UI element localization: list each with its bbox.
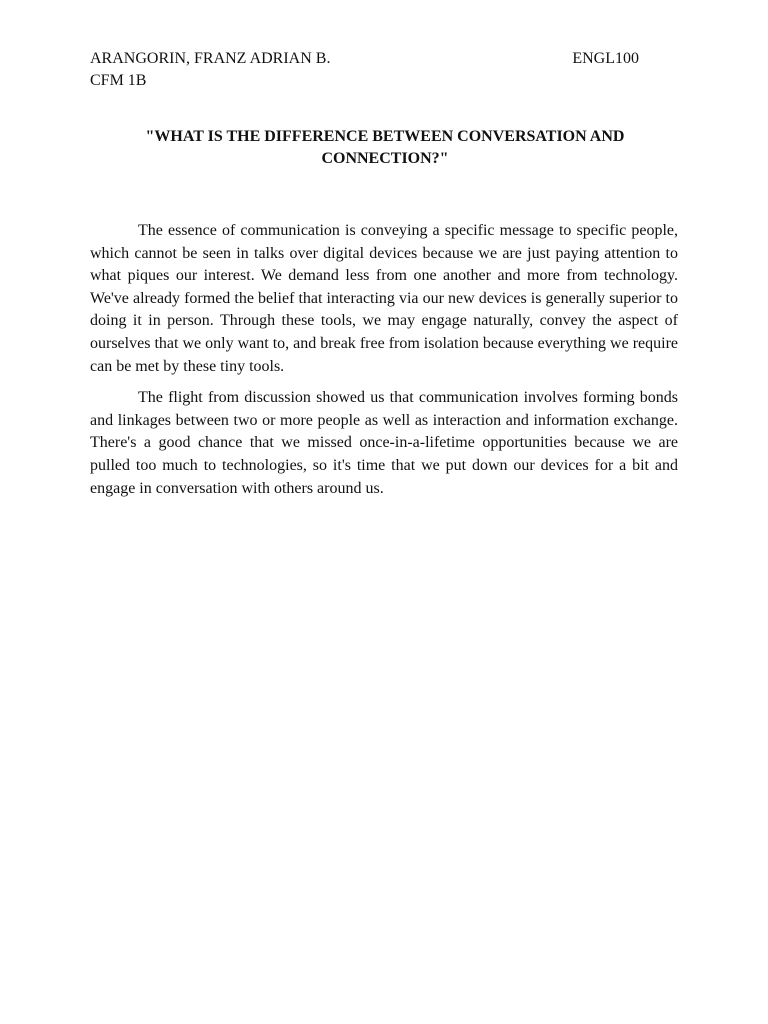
paragraph-1: The essence of communication is conveying a specific message to specific people, which cannot be seen in talks over digital devices because we are just paying attention to what piques our interest. We demand less from one another and more from technology. We've already formed the belief that interacting via our new devices is generally superior to doing it in person. Through these tools, we may engage naturally, convey the aspect of ourselves that we only want to, and break free from isolation because everything we require can be met by these tiny tools. — [90, 222, 678, 375]
course-code: ENGL100 — [572, 50, 639, 67]
document-body — [90, 220, 678, 509]
paragraph-2: The flight from discussion showed us that communication involves forming bonds and linkages between two or more people as well as interaction and information exchange. There's a good chance that we missed once-in-a-lifetime opportunities because we are pulled too much to technologies, so it's time that we put down our devices for a bit and engage in conversation with others around us. — [90, 389, 678, 497]
section-label: CFM 1B — [90, 72, 147, 89]
student-name: ARANGORIN, FRANZ ADRIAN B. — [90, 50, 331, 67]
document-title: "WHAT IS THE DIFFERENCE BETWEEN CONVERSATION AND CONNECTION?" — [145, 128, 625, 167]
document-header — [90, 48, 680, 92]
header-row — [90, 48, 680, 70]
